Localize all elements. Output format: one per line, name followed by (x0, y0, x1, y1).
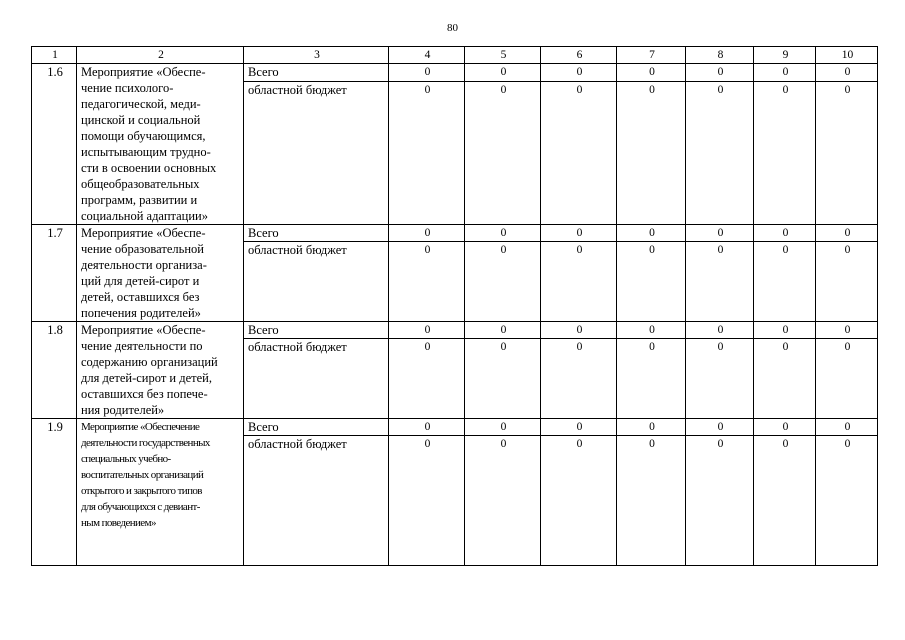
value-cell: 0 (686, 81, 754, 224)
description-line: Мероприятие «Обеспечение (81, 421, 200, 433)
header-cell: 1 (32, 47, 77, 64)
value-cell: 0 (754, 436, 816, 566)
header-cell: 8 (686, 47, 754, 64)
value-cell: 0 (389, 225, 465, 242)
funding-source-label: областной бюджет (244, 81, 389, 224)
value-cell: 0 (686, 322, 754, 339)
value-cell: 0 (389, 81, 465, 224)
row-number: 1.9 (32, 419, 77, 566)
value-cell: 0 (686, 436, 754, 566)
value-cell: 0 (541, 339, 617, 419)
value-cell: 0 (541, 64, 617, 82)
value-cell: 0 (389, 64, 465, 82)
description-line: для детей-сирот и детей, (81, 371, 212, 385)
description-line: чение образовательной (81, 242, 204, 256)
row-number: 1.7 (32, 225, 77, 322)
value-cell: 0 (389, 322, 465, 339)
description-line: педагогической, меди- (81, 97, 201, 111)
funding-source-label: Всего (244, 322, 389, 339)
value-cell: 0 (816, 242, 878, 322)
value-cell: 0 (617, 322, 686, 339)
description-line: открытого и закрытого типов (81, 485, 202, 497)
description-line: ным поведением» (81, 517, 156, 529)
table-header-row (32, 47, 878, 64)
description-line: социальной адаптации» (81, 209, 208, 223)
value-cell: 0 (465, 436, 541, 566)
value-cell: 0 (465, 81, 541, 224)
value-cell: 0 (754, 322, 816, 339)
table-row (32, 225, 878, 242)
value-cell: 0 (465, 242, 541, 322)
table-row (32, 322, 878, 339)
header-cell: 6 (541, 47, 617, 64)
description-line: испытывающим трудно- (81, 145, 211, 159)
value-cell: 0 (816, 81, 878, 224)
header-cell: 9 (754, 47, 816, 64)
value-cell: 0 (541, 419, 617, 436)
value-cell: 0 (389, 419, 465, 436)
value-cell: 0 (541, 81, 617, 224)
description-line: деятельности государственных (81, 437, 210, 449)
value-cell: 0 (541, 322, 617, 339)
value-cell: 0 (686, 339, 754, 419)
value-cell: 0 (754, 242, 816, 322)
value-cell: 0 (816, 64, 878, 82)
description-line: для обучающихся с девиант- (81, 501, 200, 513)
description-line: программ, развитии и (81, 193, 198, 207)
description-line: Мероприятие «Обеспе- (81, 65, 206, 79)
description-line: помощи обучающимся, (81, 129, 206, 143)
description-line: содержанию организаций (81, 355, 218, 369)
value-cell: 0 (465, 322, 541, 339)
header-cell: 4 (389, 47, 465, 64)
description-line: ния родителей» (81, 403, 165, 417)
value-cell: 0 (754, 225, 816, 242)
header-cell: 5 (465, 47, 541, 64)
funding-source-label: Всего (244, 419, 389, 436)
description-line: цинской и социальной (81, 113, 201, 127)
value-cell: 0 (389, 339, 465, 419)
description-line: сти в освоении основных (81, 161, 217, 175)
header-cell: 10 (816, 47, 878, 64)
description-line: воспитательных организаций (81, 469, 204, 481)
header-cell: 2 (77, 47, 244, 64)
value-cell: 0 (617, 419, 686, 436)
funding-source-label: Всего (244, 64, 389, 82)
description-line: Мероприятие «Обеспе- (81, 323, 206, 337)
description-line: чение психолого- (81, 81, 174, 95)
value-cell: 0 (754, 339, 816, 419)
budget-table (31, 46, 878, 566)
value-cell: 0 (816, 322, 878, 339)
description-line: детей, оставшихся без (81, 290, 200, 304)
funding-source-label: областной бюджет (244, 436, 389, 566)
value-cell: 0 (389, 242, 465, 322)
measure-description (77, 225, 244, 322)
value-cell: 0 (816, 436, 878, 566)
funding-source-label: областной бюджет (244, 339, 389, 419)
row-number: 1.8 (32, 322, 77, 419)
value-cell: 0 (754, 64, 816, 82)
value-cell: 0 (541, 436, 617, 566)
description-line: ций для детей-сирот и (81, 274, 200, 288)
value-cell: 0 (617, 225, 686, 242)
value-cell: 0 (541, 225, 617, 242)
description-line: специальных учебно- (81, 453, 171, 465)
value-cell: 0 (617, 242, 686, 322)
table-row (32, 419, 878, 436)
value-cell: 0 (686, 242, 754, 322)
value-cell: 0 (389, 436, 465, 566)
value-cell: 0 (686, 225, 754, 242)
funding-source-label: областной бюджет (244, 242, 389, 322)
funding-source-label: Всего (244, 225, 389, 242)
value-cell: 0 (617, 339, 686, 419)
row-number: 1.6 (32, 64, 77, 225)
value-cell: 0 (465, 419, 541, 436)
description-line: оставшихся без попече- (81, 387, 208, 401)
description-line: попечения родителей» (81, 306, 201, 320)
description-line: Мероприятие «Обеспе- (81, 226, 206, 240)
value-cell: 0 (617, 81, 686, 224)
table-row (32, 64, 878, 82)
value-cell: 0 (617, 64, 686, 82)
value-cell: 0 (465, 64, 541, 82)
measure-description (77, 419, 244, 566)
value-cell: 0 (465, 225, 541, 242)
header-cell: 3 (244, 47, 389, 64)
description-line: деятельности организа- (81, 258, 207, 272)
value-cell: 0 (541, 242, 617, 322)
value-cell: 0 (754, 81, 816, 224)
value-cell: 0 (617, 436, 686, 566)
value-cell: 0 (816, 419, 878, 436)
description-line: общеобразовательных (81, 177, 200, 191)
description-line: чение деятельности по (81, 339, 203, 353)
header-cell: 7 (617, 47, 686, 64)
measure-description (77, 322, 244, 419)
page-number: 80 (447, 22, 458, 34)
value-cell: 0 (686, 419, 754, 436)
value-cell: 0 (465, 339, 541, 419)
value-cell: 0 (686, 64, 754, 82)
value-cell: 0 (816, 225, 878, 242)
value-cell: 0 (816, 339, 878, 419)
value-cell: 0 (754, 419, 816, 436)
measure-description (77, 64, 244, 225)
